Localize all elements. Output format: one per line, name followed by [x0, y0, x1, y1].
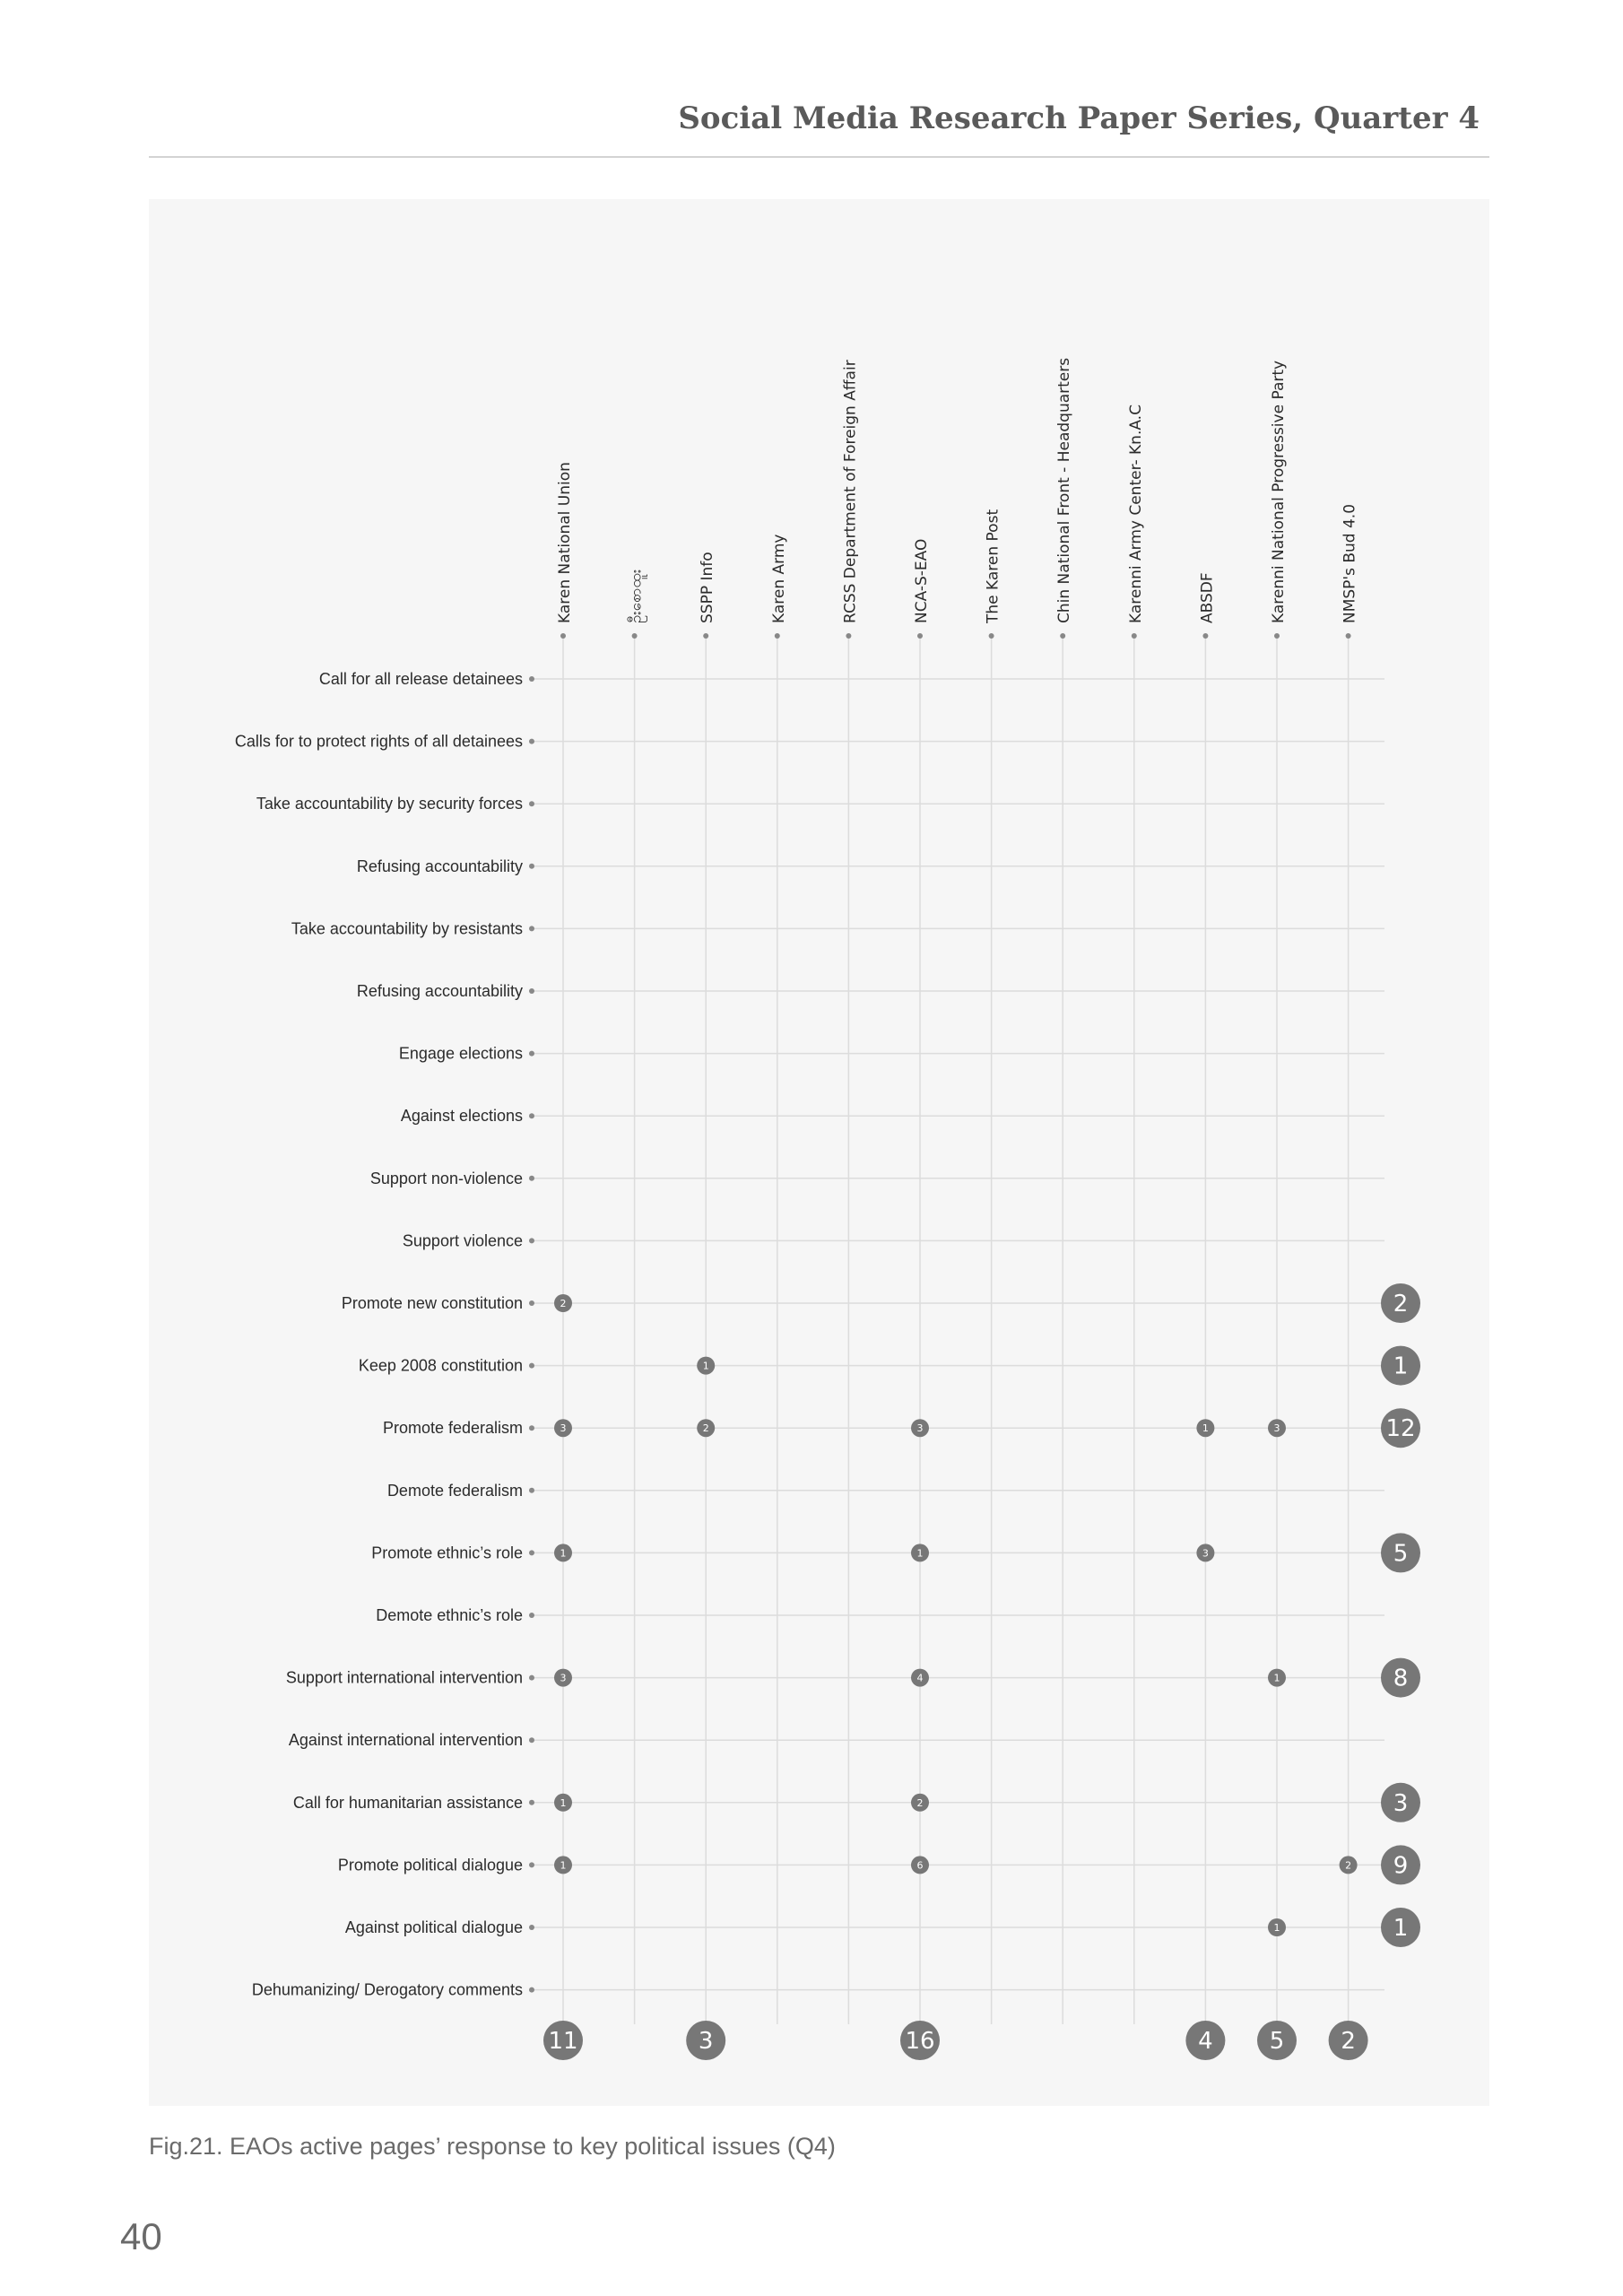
- row-marker: [529, 1550, 534, 1555]
- row-label: Call for all release detainees: [318, 670, 523, 688]
- row-marker: [529, 1925, 534, 1930]
- data-bubble-value: 2: [702, 1422, 709, 1435]
- column-label: ABSDF: [1198, 572, 1217, 623]
- row-label: Against political dialogue: [344, 1918, 523, 1936]
- row-total-value: 2: [1393, 1291, 1409, 1318]
- row-marker: [529, 1862, 534, 1867]
- page-header-title: Social Media Research Paper Series, Quarter 4: [678, 100, 1480, 136]
- row-total-value: 9: [1393, 1852, 1409, 1880]
- column-total-value: 16: [905, 2028, 935, 2055]
- row-label: Promote political dialogue: [337, 1856, 523, 1874]
- data-bubble-value: 1: [702, 1360, 709, 1372]
- row-label: Engage elections: [398, 1044, 523, 1063]
- row-marker: [529, 1363, 534, 1369]
- row-label: Promote ethnic’s role: [371, 1544, 523, 1562]
- row-total-value: 1: [1393, 1915, 1409, 1942]
- column-label: NMSP's Bud 4.0: [1341, 503, 1359, 623]
- data-bubble-value: 2: [1345, 1859, 1352, 1872]
- data-bubble-value: 3: [560, 1422, 567, 1435]
- column-marker: [632, 633, 638, 639]
- row-label: Against elections: [400, 1107, 523, 1126]
- row-label: Keep 2008 constitution: [358, 1356, 523, 1375]
- column-label: Karenni National Progressive Party: [1270, 360, 1288, 623]
- row-marker: [529, 676, 534, 682]
- chart-panel: [149, 199, 1489, 2106]
- column-total-value: 11: [548, 2028, 578, 2055]
- row-label: Support non-violence: [369, 1169, 523, 1187]
- row-marker: [529, 1800, 534, 1805]
- column-marker: [703, 633, 708, 639]
- column-marker: [1132, 633, 1137, 639]
- row-marker: [529, 864, 534, 869]
- row-label: Call for humanitarian assistance: [292, 1793, 523, 1812]
- row-marker: [529, 1238, 534, 1243]
- data-bubble-value: 1: [1202, 1422, 1209, 1435]
- row-total-value: 12: [1385, 1415, 1416, 1443]
- row-label: Take accountability by resistants: [291, 919, 523, 938]
- column-marker: [1060, 633, 1065, 639]
- page-number: 40: [120, 2215, 162, 2257]
- column-total-value: 2: [1341, 2028, 1356, 2055]
- row-total-value: 5: [1393, 1540, 1409, 1568]
- row-total-value: 8: [1393, 1665, 1409, 1692]
- row-marker: [529, 1113, 534, 1118]
- row-marker: [529, 1300, 534, 1306]
- column-label: RCSS Department of Foreign Affair: [841, 360, 860, 623]
- row-label: Against international intervention: [288, 1731, 523, 1750]
- data-bubble-value: 2: [560, 1298, 567, 1309]
- column-marker: [846, 633, 851, 639]
- row-marker: [529, 1737, 534, 1743]
- column-marker: [989, 633, 994, 639]
- data-bubble-value: 3: [916, 1422, 924, 1435]
- row-label: Calls for to protect rights of all detainees: [234, 732, 523, 751]
- row-label: Refusing accountability: [356, 857, 523, 875]
- row-label: Demote federalism: [386, 1481, 523, 1500]
- data-bubble-value: 3: [560, 1672, 567, 1684]
- column-marker: [775, 633, 780, 639]
- column-total-value: 4: [1198, 2028, 1213, 2055]
- data-bubble-value: 3: [1273, 1422, 1280, 1435]
- row-label: Refusing accountability: [356, 982, 523, 1000]
- row-total-value: 3: [1393, 1789, 1409, 1817]
- data-bubble-value: 1: [1273, 1922, 1280, 1934]
- row-label: Dehumanizing/ Derogatory comments: [251, 1980, 523, 1999]
- row-label: Promote federalism: [382, 1419, 523, 1438]
- column-marker: [1274, 633, 1280, 639]
- column-label: Karen Army: [769, 534, 788, 623]
- column-label: Chin National Front - Headquarters: [1055, 357, 1074, 623]
- row-marker: [529, 926, 534, 931]
- row-label: Support violence: [402, 1231, 523, 1250]
- column-marker: [917, 633, 923, 639]
- header-divider: [149, 156, 1489, 158]
- column-label: NCA-S-EAO: [913, 538, 931, 623]
- row-label: Demote ethnic’s role: [376, 1606, 523, 1624]
- row-marker: [529, 801, 534, 806]
- column-label: Karen National Union: [556, 462, 574, 623]
- row-marker: [529, 1675, 534, 1681]
- row-marker: [529, 1987, 534, 1993]
- data-bubble-value: 1: [560, 1796, 567, 1809]
- data-bubble-value: 2: [916, 1796, 924, 1809]
- row-marker: [529, 1613, 534, 1618]
- row-marker: [529, 988, 534, 994]
- row-marker: [529, 1051, 534, 1057]
- data-bubble-value: 1: [1273, 1672, 1280, 1684]
- row-label: Support international intervention: [285, 1668, 523, 1687]
- figure-caption: Fig.21. EAOs active pages’ response to key political issues (Q4): [149, 2133, 836, 2160]
- column-label: ဦးစောထူး: [627, 569, 646, 623]
- data-bubble-value: 4: [916, 1672, 924, 1684]
- data-bubble-value: 1: [560, 1859, 567, 1872]
- column-marker: [1202, 633, 1208, 639]
- row-marker: [529, 1425, 534, 1431]
- column-marker: [560, 633, 566, 639]
- data-bubble-value: 1: [916, 1547, 924, 1560]
- row-label: Promote new constitution: [341, 1294, 523, 1312]
- row-marker: [529, 739, 534, 744]
- data-bubble-value: 3: [1202, 1547, 1209, 1560]
- column-label: Karenni Army Center- Kn.A.C: [1126, 404, 1145, 623]
- column-marker: [1346, 633, 1351, 639]
- bubble-matrix-chart: [149, 199, 1489, 2106]
- data-bubble-value: 1: [560, 1547, 567, 1560]
- column-label: The Karen Post: [984, 509, 1002, 623]
- row-marker: [529, 1176, 534, 1181]
- row-marker: [529, 1488, 534, 1493]
- column-total-value: 5: [1269, 2028, 1285, 2055]
- data-bubble-value: 6: [916, 1859, 924, 1872]
- column-label: SSPP Info: [699, 552, 717, 623]
- column-total-value: 3: [698, 2028, 714, 2055]
- row-label: Take accountability by security forces: [256, 795, 523, 813]
- row-total-value: 1: [1393, 1352, 1409, 1380]
